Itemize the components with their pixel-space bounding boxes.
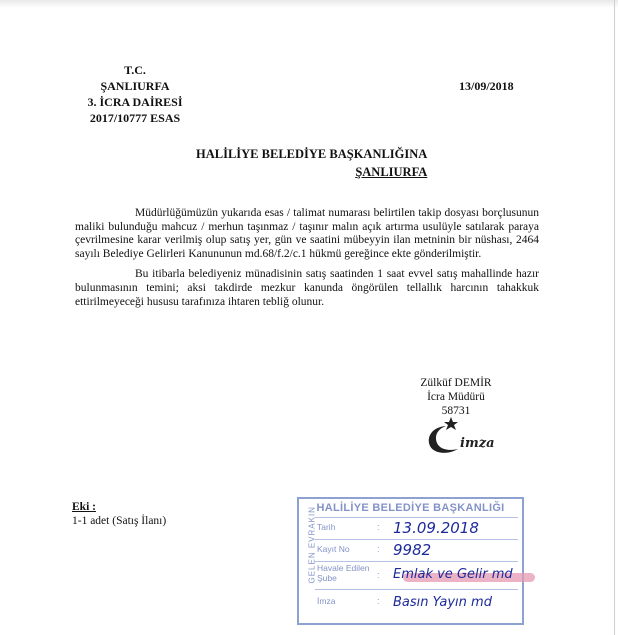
addressee-line2: ŞANLIURFA <box>355 165 428 179</box>
body-paragraph-2: Bu itibarla belediyeniz münadisinin satış saatinden 1 saat evvel satış mahallinde hazır bulunmasının temini; aksi takdirde mezkur kanunda öngörülen tellallık harcının tahakkuk ettirilmeyeceği hususu tarafınıza ihtaren tebliğ olunur. <box>75 268 539 308</box>
incoming-document-stamp <box>297 497 524 625</box>
signer-title: İcra Müdürü <box>427 391 485 403</box>
stamp-row-label: İmza <box>317 596 336 606</box>
page-right-edge <box>614 0 615 635</box>
stamp-row-value: Basın Yayın md <box>393 595 492 610</box>
stamp-row-colon: : <box>377 596 380 606</box>
signature-block <box>412 376 500 418</box>
issuer-line-case-number: 2017/10777 ESAS <box>89 111 181 125</box>
letter-body <box>75 207 539 316</box>
issuer-line-city: ŞANLIURFA <box>100 79 170 93</box>
page-edge <box>0 0 618 8</box>
svg-text:imza: imza <box>460 436 495 451</box>
stamp-row-value: Emlak ve Gelir md <box>393 567 513 582</box>
attachments-label: Eki : <box>72 501 96 513</box>
stamp-row-value: 13.09.2018 <box>393 519 479 537</box>
e-signature-logo-icon <box>420 413 515 458</box>
stamp-side-text: GELEN EVRAKIN <box>307 506 317 584</box>
stamp-row-signature <box>315 589 518 618</box>
stamp-row-label: Havale Edilen Şube <box>317 563 370 583</box>
stamp-row-record-number <box>315 539 518 560</box>
signer-number: 58731 <box>441 405 471 417</box>
body-paragraph-1: Müdürlüğümüzün yukarıda esas / talimat numarası belirtilen takip dosyası borçlusunun maliki bulunduğu mahcuz / merhun taşınmaz / taşınır malın açık artırma usulüyle satılarak paraya çevrilmesine karar verilmiş olup satış yer, gün ve saatini mübeyyin ilan metninin bir nüshası, 2464 sayılı Belediye Gelirleri Kanununun md.68/f.2/c.1 hükmü gereğince ekte gönderilmiştir. <box>75 207 539 260</box>
stamp-row-label: Tarih <box>317 522 336 532</box>
addressee-block <box>196 145 427 181</box>
stamp-row-label: Kayıt No <box>317 544 350 554</box>
stamp-row-colon: : <box>377 570 380 580</box>
issuer-line-country: T.C. <box>124 63 146 77</box>
stamp-row-colon: : <box>377 544 380 554</box>
stamp-title: HALİLİYE BELEDİYE BAŞKANLIĞI <box>316 502 505 514</box>
addressee-line1: HALİLİYE BELEDİYE BAŞKANLIĞINA <box>196 147 428 161</box>
attachment-item: 1-1 adet (Satış İlanı) <box>72 515 167 527</box>
issuer-block <box>60 62 210 126</box>
document-date: 13/09/2018 <box>459 79 514 93</box>
stamp-row-colon: : <box>377 522 380 532</box>
stamp-row-date <box>315 517 518 538</box>
stamp-row-assigned-department <box>315 561 518 588</box>
signer-name: Zülküf DEMİR <box>420 377 492 389</box>
issuer-line-office: 3. İCRA DAİRESİ <box>87 95 183 109</box>
attachments-block <box>72 500 166 528</box>
stamp-row-value: 9982 <box>393 541 432 559</box>
